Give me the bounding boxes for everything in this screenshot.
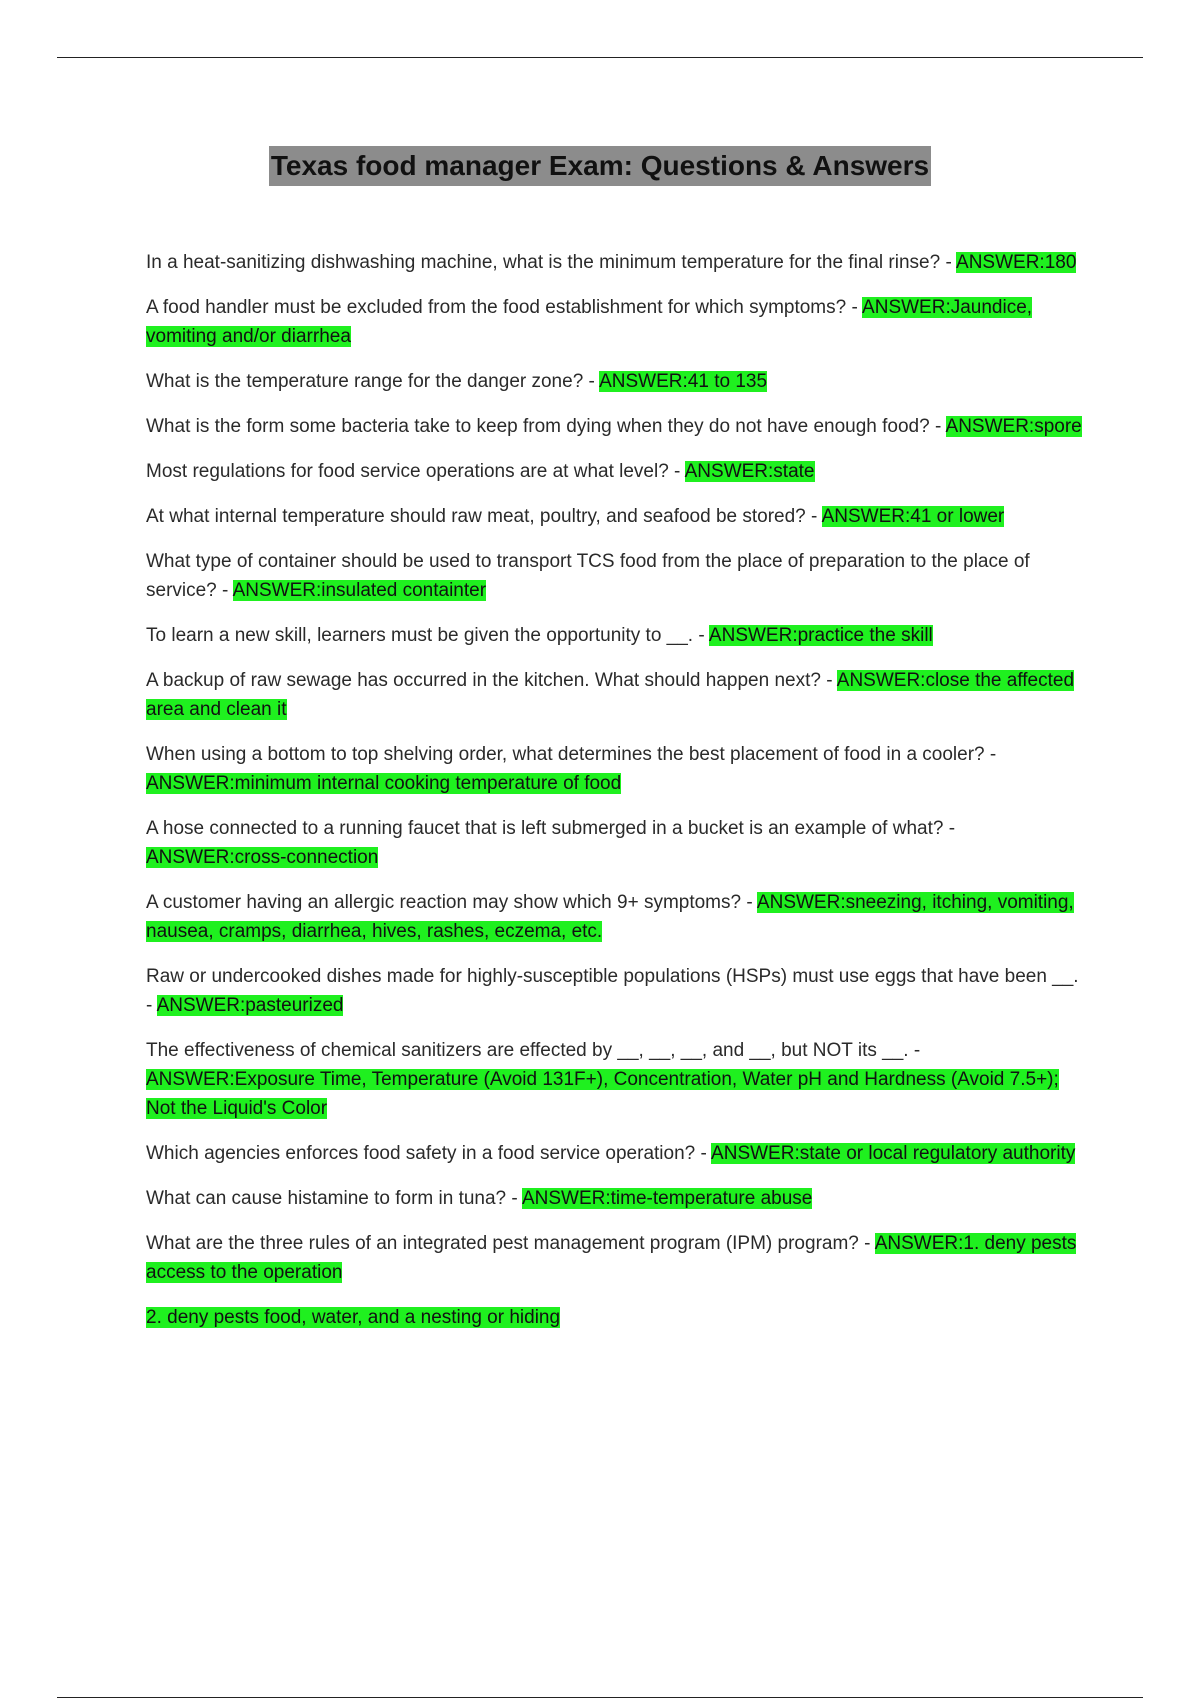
answer-highlight: ANSWER:state or local regulatory authority — [711, 1143, 1076, 1164]
qa-item — [146, 1184, 1090, 1213]
answer-highlight: ANSWER:practice the skill — [708, 625, 933, 646]
question-text: A food handler must be excluded from the food establishment for which symptoms? - — [146, 297, 863, 318]
qa-item — [146, 412, 1090, 441]
answer-highlight: ANSWER:Exposure Time, Temperature (Avoid 131F+), Concentration, Water pH and Hardness (Avoid 7.5+); Not the Liquid's Color — [146, 1069, 1059, 1119]
answer-highlight: ANSWER:state — [684, 461, 815, 482]
question-text: What type of container should be used to transport TCS food from the place of preparation to the place of service? - — [146, 551, 1030, 601]
qa-item — [146, 1036, 1090, 1123]
answer-highlight: ANSWER:close the affected area and clean it — [146, 670, 1075, 720]
question-text: The effectiveness of chemical sanitizers are effected by __, __, __, and __, but NOT its __. - — [146, 1040, 921, 1061]
title-container — [0, 146, 1200, 186]
answer-highlight: ANSWER:41 to 135 — [599, 371, 768, 392]
answer-highlight: ANSWER:1. deny pests access to the operation — [146, 1233, 1077, 1283]
answer-highlight: ANSWER:spore — [945, 416, 1082, 437]
qa-item — [146, 740, 1090, 798]
header-rule — [57, 57, 1143, 58]
question-text: A backup of raw sewage has occurred in the kitchen. What should happen next? - — [146, 670, 837, 691]
qa-item — [146, 367, 1090, 396]
question-text: When using a bottom to top shelving order, what determines the best placement of food in a cooler? - — [146, 744, 997, 765]
answer-highlight: 2. deny pests food, water, and a nesting or hiding — [146, 1307, 561, 1328]
answer-highlight: ANSWER:cross-connection — [146, 847, 379, 868]
question-text: At what internal temperature should raw meat, poultry, and seafood be stored? - — [146, 506, 822, 527]
qa-item — [146, 1303, 1090, 1332]
answer-highlight: ANSWER:minimum internal cooking temperature of food — [146, 773, 622, 794]
footer-rule — [57, 1697, 1143, 1698]
qa-item — [146, 502, 1090, 531]
question-text: What is the temperature range for the danger zone? - — [146, 371, 600, 392]
question-text: Raw or undercooked dishes made for highly-susceptible populations (HSPs) must use eggs that have been __. - — [146, 966, 1079, 1016]
question-text: To learn a new skill, learners must be given the opportunity to __. - — [146, 625, 709, 646]
question-text: A hose connected to a running faucet that is left submerged in a bucket is an example of what? - — [146, 818, 956, 839]
qa-item — [146, 248, 1090, 277]
document-title: Texas food manager Exam: Questions & Answers — [269, 146, 931, 186]
answer-highlight: ANSWER:sneezing, itching, vomiting, nausea, cramps, diarrhea, hives, rashes, eczema, etc. — [146, 892, 1074, 942]
question-text: What can cause histamine to form in tuna? - — [146, 1188, 522, 1209]
qa-item — [146, 621, 1090, 650]
answer-highlight: ANSWER:pasteurized — [156, 995, 344, 1016]
question-text: Which agencies enforces food safety in a food service operation? - — [146, 1143, 712, 1164]
qa-item — [146, 666, 1090, 724]
qa-item — [146, 888, 1090, 946]
answer-highlight: ANSWER:180 — [956, 252, 1077, 273]
qa-item — [146, 457, 1090, 486]
qa-item — [146, 814, 1090, 872]
question-text: A customer having an allergic reaction may show which 9+ symptoms? - — [146, 892, 757, 913]
qa-list — [146, 248, 1090, 1348]
question-text: What is the form some bacteria take to keep from dying when they do not have enough food? - — [146, 416, 946, 437]
answer-highlight: ANSWER:41 or lower — [821, 506, 1005, 527]
qa-item — [146, 293, 1090, 351]
answer-highlight: ANSWER:insulated containter — [232, 580, 487, 601]
qa-item — [146, 547, 1090, 605]
question-text: What are the three rules of an integrated pest management program (IPM) program? - — [146, 1233, 875, 1254]
qa-item — [146, 962, 1090, 1020]
answer-highlight: ANSWER:Jaundice, vomiting and/or diarrhea — [146, 297, 1033, 347]
qa-item — [146, 1229, 1090, 1287]
question-text: Most regulations for food service operations are at what level? - — [146, 461, 685, 482]
question-text: In a heat-sanitizing dishwashing machine, what is the minimum temperature for the final rinse? - — [146, 252, 957, 273]
qa-item — [146, 1139, 1090, 1168]
answer-highlight: ANSWER:time-temperature abuse — [521, 1188, 813, 1209]
